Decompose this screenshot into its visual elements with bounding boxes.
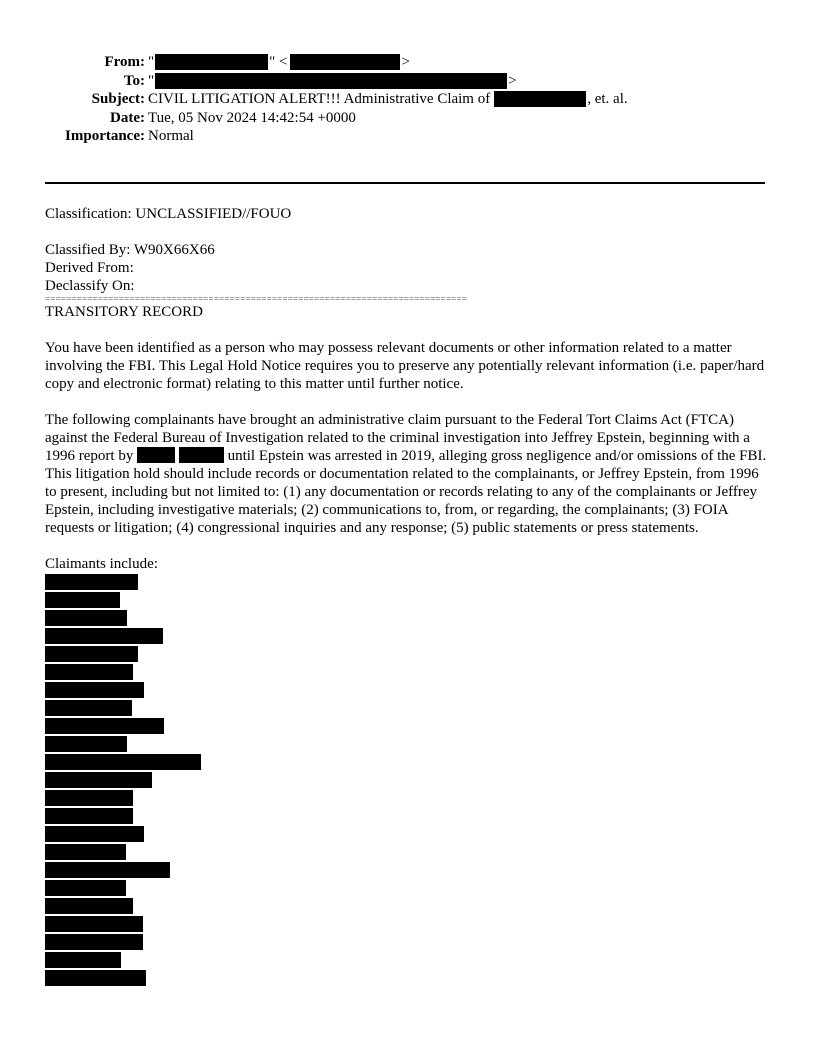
from-quote-open: " [148,54,155,70]
claimant-redaction [45,700,132,716]
to-label: To: [123,72,145,89]
from-quote-close: " < [269,54,288,70]
to-angle-close: > [508,72,517,89]
claimants-label: Claimants include: [45,556,158,572]
claimant-redaction [45,808,133,824]
subject-text: CIVIL LITIGATION ALERT!!! Administrative Claim of [148,91,491,107]
reporter-last-name-redaction [179,447,224,463]
claimant-redaction [45,916,143,932]
importance-label: Importance: [65,128,145,144]
claimant-redaction [45,970,146,986]
to-quote-open: " [148,72,155,89]
reporter-first-name-redaction [137,447,175,463]
claimant-redaction [45,862,170,878]
claimant-redaction [45,790,133,806]
claimant-redaction [45,934,143,950]
complainants-text-end: until Epstein was arrested in 2019, alleging gross negligence and/or omissions of the FBI. This litigation hold should include records or documentation related to the complainants, or Jeffrey Epstein, from 1996 to present, including but not limited to: (1) any documentation or records relating to any of the complainants or Jeffrey Epstein, including investigative materials; (2) communications to, from, or regarding, the complainants; (3) FOIA requests or litigation; (4) congressional inquiries and any response; (5) public statements or press statements. [45,448,767,536]
claimant-redaction [45,826,144,842]
from-value [148,53,410,72]
classification-line: Classification: UNCLASSIFIED//FOUO [45,206,292,222]
claimants-list [45,574,770,986]
from-angle-close: > [401,54,410,70]
date-value: Tue, 05 Nov 2024 14:42:54 +0000 [148,109,356,126]
from-row [0,53,816,72]
date-row [0,109,816,128]
to-value [148,72,517,91]
claimant-redaction [45,952,121,968]
claimant-redaction [45,898,133,914]
importance-value: Normal [148,128,194,144]
from-name-redaction [155,54,268,70]
from-label: From: [104,54,145,70]
claimant-redaction [45,754,201,770]
claimant-redaction [45,610,127,626]
separator-line: ================================================================================ [45,295,468,303]
from-email-redaction [290,54,400,70]
claimant-redaction [45,592,120,608]
classified-by-line: Classified By: W90X66X66 [45,242,215,258]
email-header [0,53,816,146]
subject-value [148,90,628,109]
derived-from-line: Derived From: [45,260,134,276]
claimant-redaction [45,772,152,788]
legal-hold-paragraph: You have been identified as a person who may possess relevant documents or other information related to a matter involving the FBI. This Legal Hold Notice requires you to preserve any potentially relevant information (i.e. paper/hard copy and electronic format) relating to this matter until further notice. [45,340,765,392]
to-redaction [155,73,507,89]
complainants-paragraph [45,411,770,537]
date-label: Date: [110,109,145,126]
message-body [45,205,770,988]
declassify-on-line: Declassify On: [45,278,135,294]
subject-label: Subject: [91,91,145,107]
complainants-text-start: The following complainants have brought an administrative claim pursuant to the Federal Tort Claims Act (FTCA) against the Federal Bureau of Investigation related to the criminal investigation into Jeffrey Epstein, beginning with a 1996 report by [45,412,750,464]
subject-redaction [494,91,586,107]
importance-row [0,127,816,146]
claimant-redaction [45,844,126,860]
header-divider [45,182,765,184]
claimant-redaction [45,646,138,662]
claimant-redaction [45,628,163,644]
subject-suffix: , et. al. [587,91,628,107]
transitory-record-line: TRANSITORY RECORD [45,304,203,320]
claimant-redaction [45,736,127,752]
claimant-redaction [45,664,133,680]
subject-row [0,90,816,109]
to-row [0,72,816,91]
claimant-redaction [45,880,126,896]
claimant-redaction [45,682,144,698]
claimant-redaction [45,718,164,734]
claimant-redaction [45,574,138,590]
